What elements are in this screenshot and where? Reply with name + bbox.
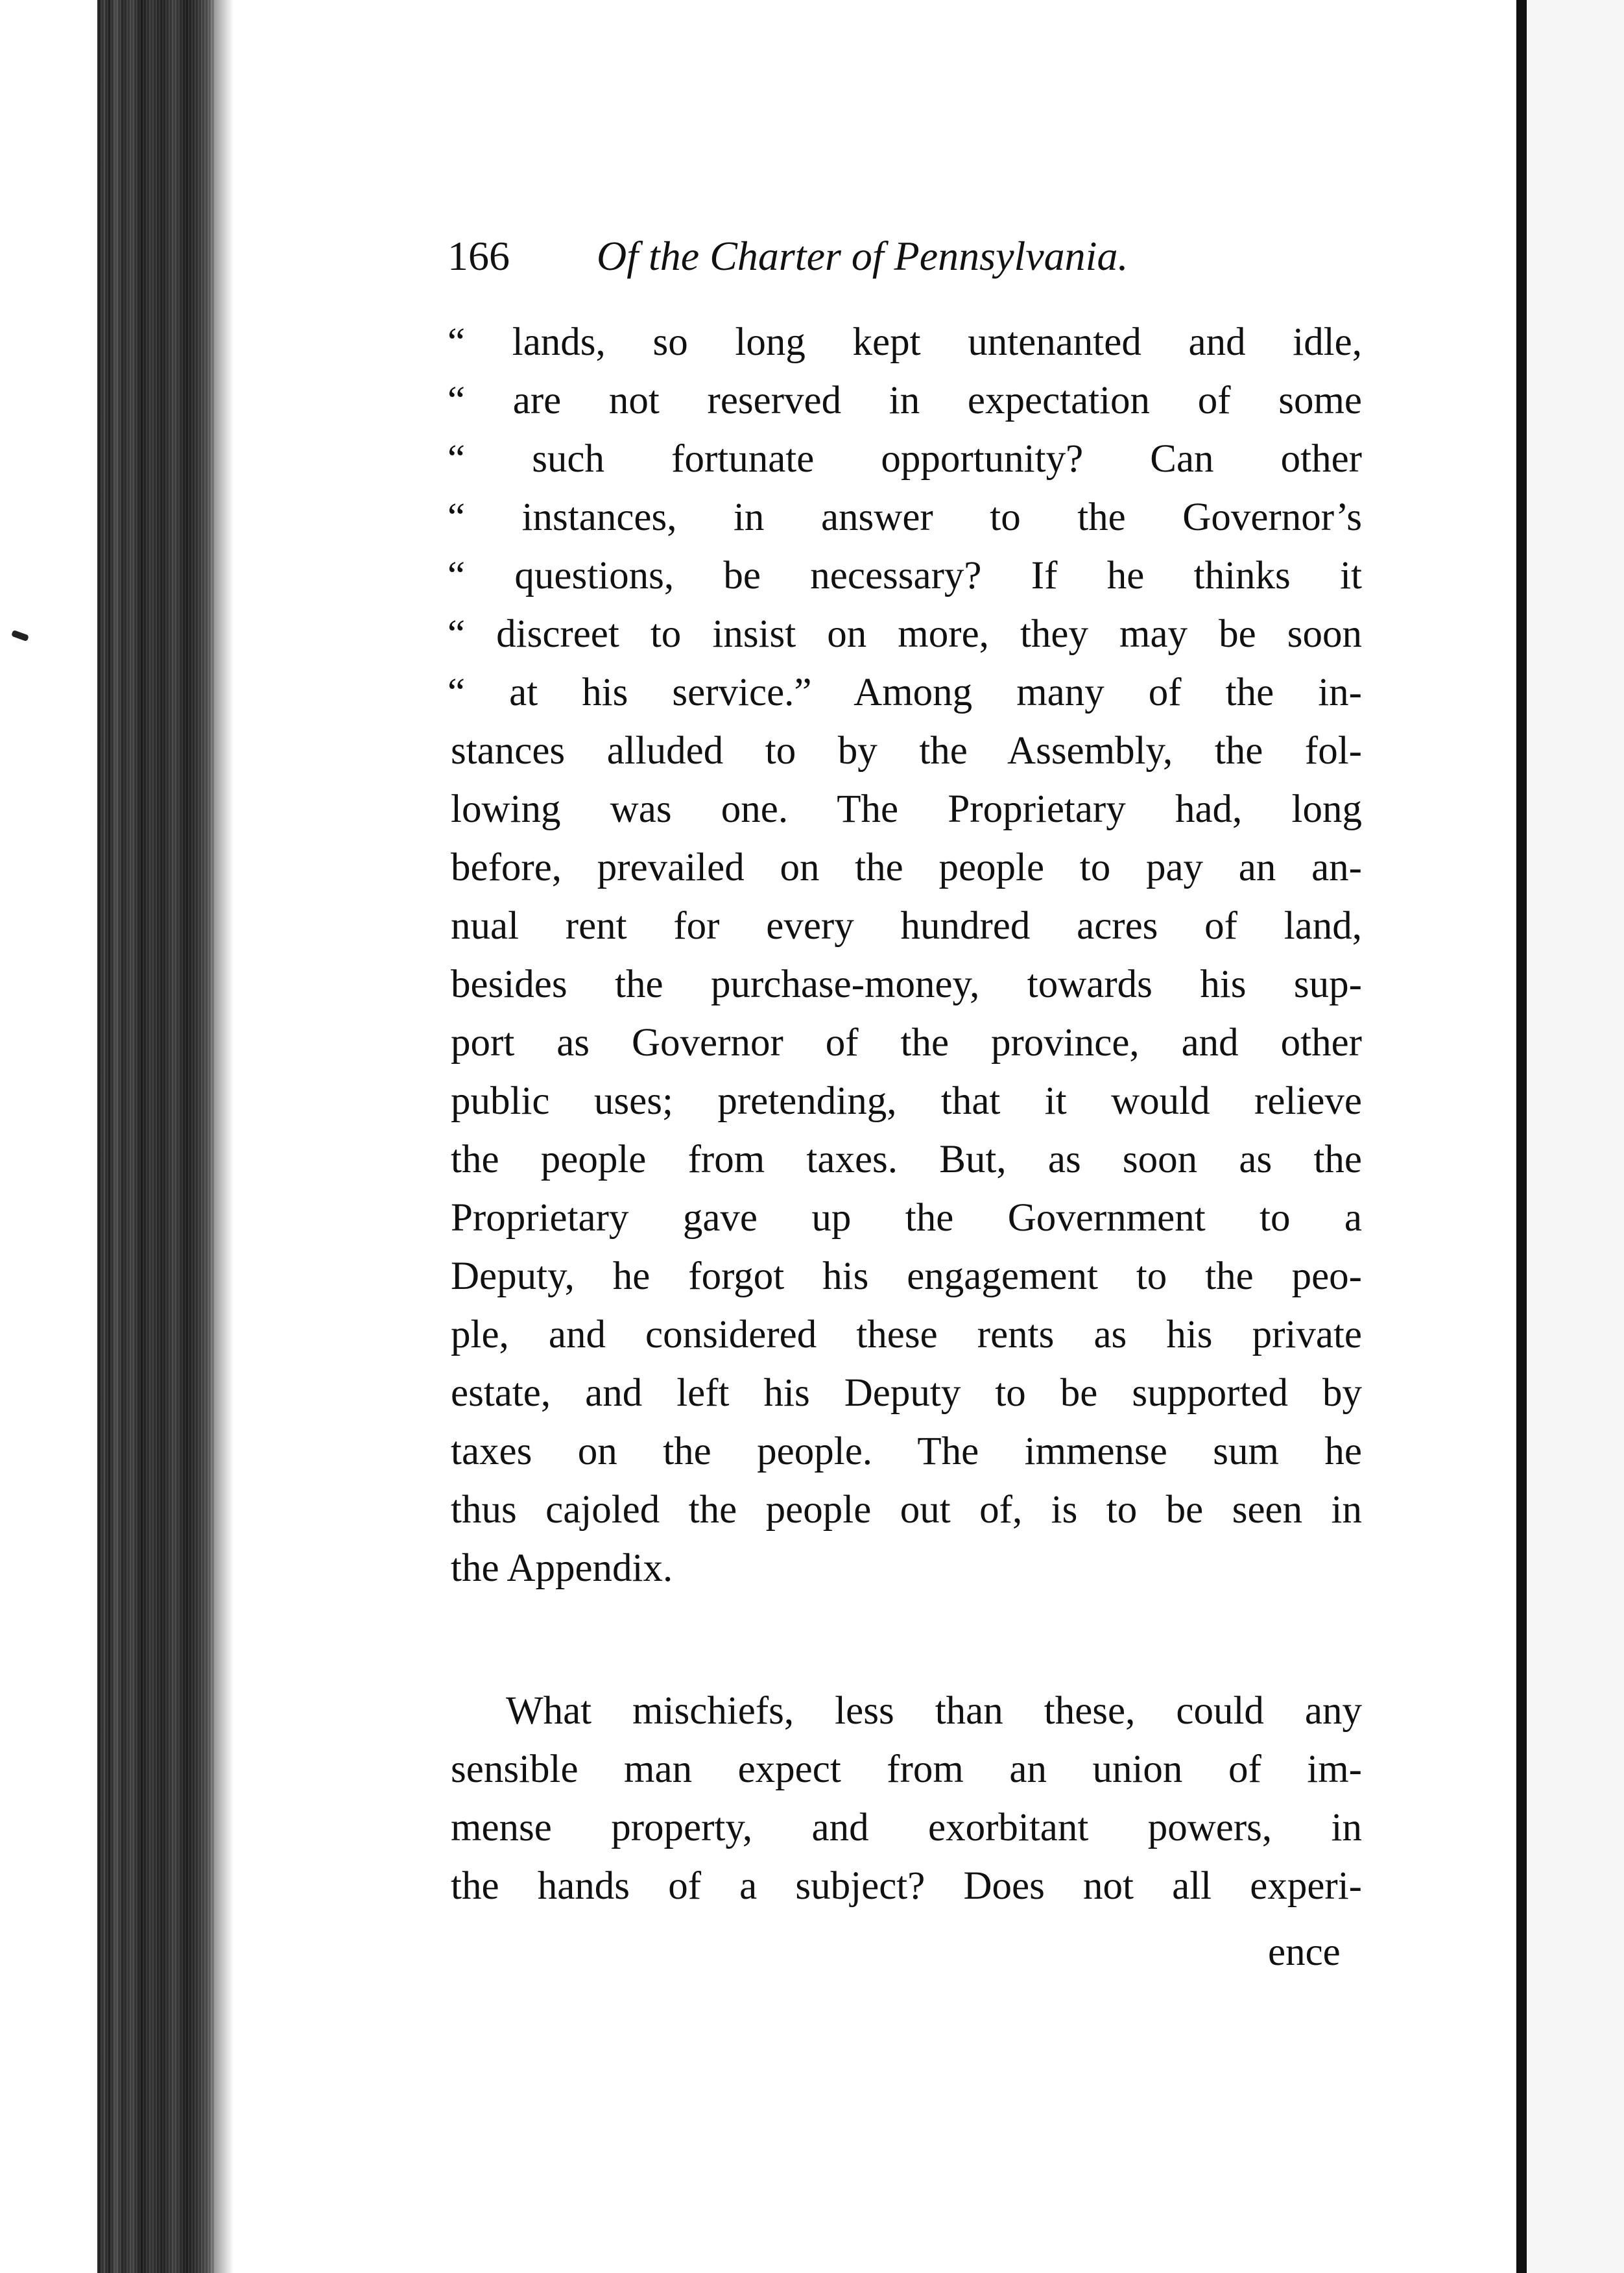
text-line: mense property, and exorbitant powers, in [451,1806,1362,1849]
running-title: Of the Charter of Pennsylvania. [597,233,1128,279]
gutter-line [1516,0,1527,2273]
text-line: “ at his service.” Among many of the in- [448,671,1362,714]
text-line: “ are not reserved in expectation of some [448,379,1362,422]
catchword: ence [1268,1930,1341,1974]
text-line: before, prevailed on the people to pay an an- [451,846,1362,889]
text-line: taxes on the people. The immense sum he [451,1430,1362,1473]
text-line: “ questions, be necessary? If he thinks it [448,554,1362,597]
page-header [448,224,1355,295]
text-line: estate, and left his Deputy to be supported by [451,1371,1362,1415]
scan-margin [0,0,97,2273]
text-line: thus cajoled the people out of, is to be seen in [451,1488,1362,1532]
text-line: “ lands, so long kept untenanted and idle, [448,320,1362,364]
text-line: lowing was one. The Proprietary had, long [451,788,1362,831]
text-line: port as Governor of the province, and other [451,1021,1362,1064]
page-number: 166 [448,233,510,279]
text-line: public uses; pretending, that it would relieve [451,1079,1362,1123]
text-line: the hands of a subject? Does not all experi- [451,1864,1362,1908]
facing-page [1527,0,1624,2273]
page-shadow [214,0,233,2273]
book-page-edges [97,0,214,2273]
text-line: Proprietary gave up the Government to a [451,1196,1362,1240]
text-line: ple, and considered these rents as his private [451,1313,1362,1356]
text-line: the Appendix. [451,1546,673,1590]
text-line: “ such fortunate opportunity? Can other [448,437,1362,481]
text-line: Deputy, he forgot his engagement to the peo- [451,1255,1362,1298]
text-line: the people from taxes. But, as soon as the [451,1138,1362,1181]
text-line: “ instances, in answer to the Governor’s [448,496,1362,539]
text-line: nual rent for every hundred acres of land, [451,904,1362,948]
text-line: sensible man expect from an union of im- [451,1748,1362,1791]
text-line: What mischiefs, less than these, could any [506,1689,1362,1733]
scan-mark [11,630,29,642]
text-line: “ discreet to insist on more, they may be soon [448,612,1362,656]
text-line: besides the purchase-money, towards his sup- [451,963,1362,1006]
text-line: stances alluded to by the Assembly, the fol- [451,729,1362,773]
